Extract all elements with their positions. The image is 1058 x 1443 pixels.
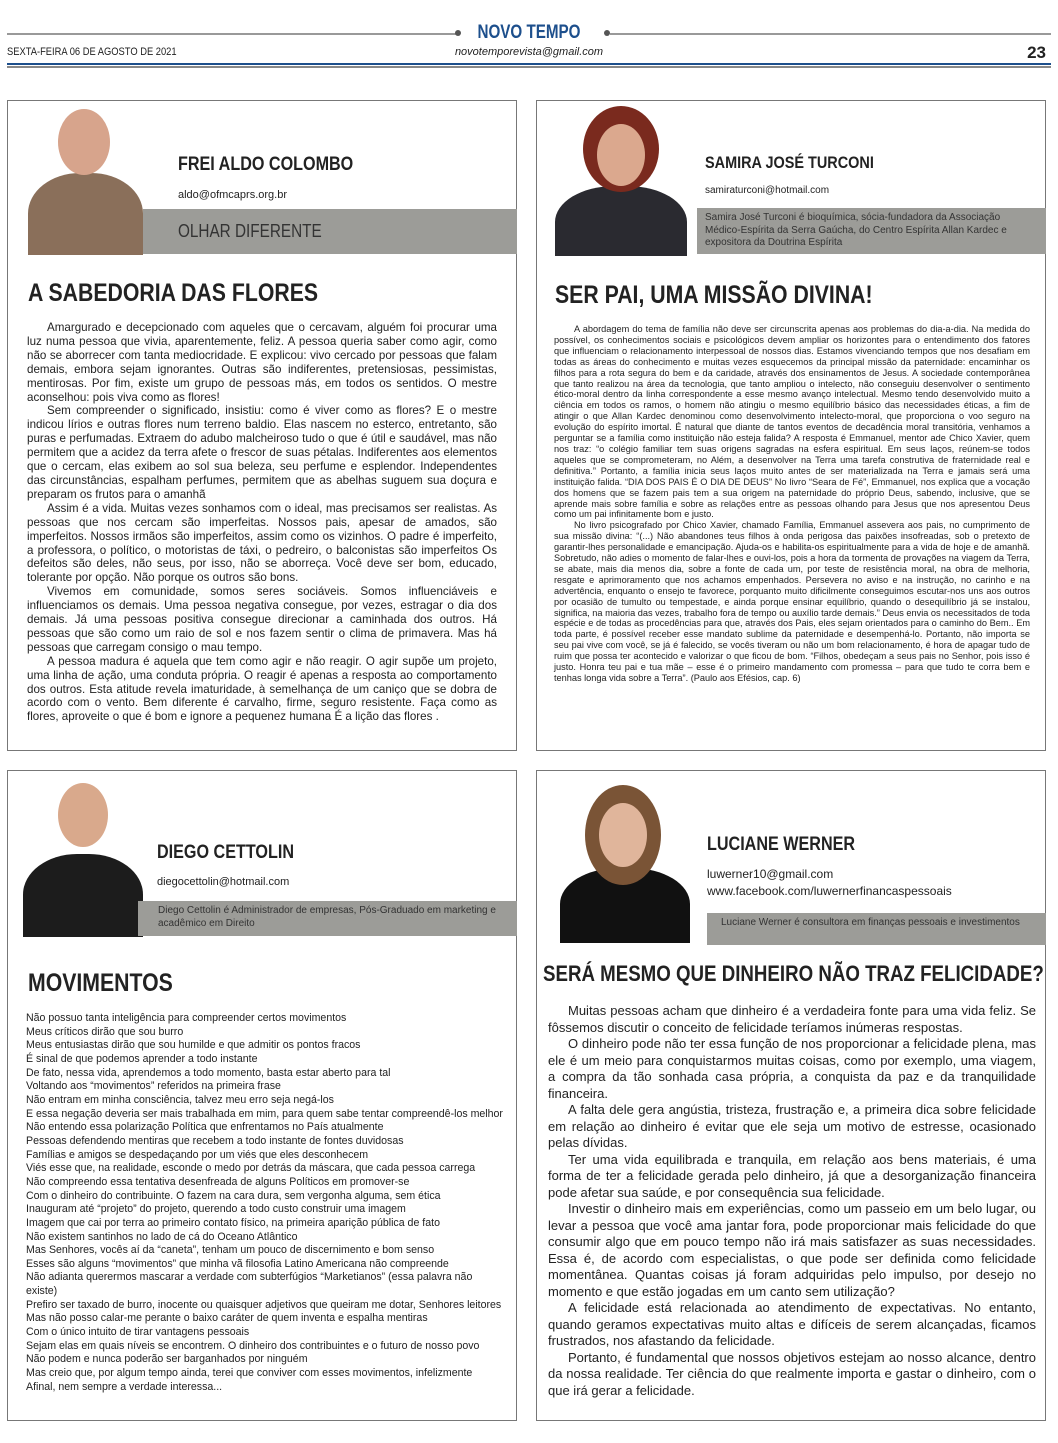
- bio-band: [697, 208, 1046, 254]
- poem-line: Não possuo tanta inteligência para compreender certos movimentos: [26, 1012, 347, 1024]
- section-name: OLHAR DIFERENTE: [178, 221, 322, 241]
- poem-line: Sejam elas em quais níveis se encontrem. O dinheiro dos contribuintes e o futuro de nosso povo: [26, 1339, 480, 1352]
- paragraph: A felicidade está relacionada ao atendimento de expectativas. No entanto, quando geramos expectativas muito altas e difíceis de serem alcançadas, ficamos frustrados, nos afastando da felicidade.: [548, 1300, 1036, 1348]
- author-photo: [23, 779, 143, 937]
- poem-line: Mas Senhores, vocês aí da “caneta”, tenham um pouco de discernimento e bom senso: [26, 1244, 435, 1257]
- header-double-rule: [7, 63, 1051, 68]
- author-name: LUCIANE WERNER: [707, 834, 856, 855]
- author-email[interactable]: samiraturconi@hotmail.com: [705, 185, 830, 196]
- author-name: FREI ALDO COLOMBO: [178, 154, 354, 175]
- newspaper-name: NOVO TEMPO: [477, 22, 581, 43]
- article-body: [548, 1003, 1036, 1399]
- article-body: [554, 324, 1030, 684]
- poem-line: Prefiro ser taxado de burro, inocente ou quaisquer adjetivos que queiram me dotar, Senhores leitores: [26, 1298, 502, 1311]
- poem-line: Mas creio que, por algum tempo ainda, terei que conviver com esses movimentos, infelizmente: [26, 1367, 473, 1380]
- poem-line: Com o único intuito de tirar vantagens pessoais: [26, 1326, 250, 1339]
- paragraph: Investir o dinheiro mais em experiências, como um passeio em um belo lugar, ou levar a pessoa que você ama jantar fora, pode proporcionar mais felicidade do que consumir algo que em pouco tempo não irá mais satisfazer as suas necessidades. Essa é, de acordo com especialistas, o que pode ser definida como felicidade momentânea. Quantas coisas já foram adquiridas pelo impulso, por desejo no momento e que estão jogadas em um canto sem utilização?: [548, 1201, 1036, 1299]
- paragraph: Amargurado e decepcionado com aqueles que o cercavam, alguém foi procurar uma luz numa pessoa que vivia, aparentemente, feliz. A pessoa queria saber como agir, como não se aborrecer com tanta mediocridade. E explicou: vivo cercado por pessoas que falam demais, embora sejam ignorantes. Outras são indiferentes, pretensiosas, pessimistas, mentirosas. Por fim, existe um grupo de pessoas más, em todos os sentidos. O mestre aconselhou: pois viva como as flores!: [27, 321, 497, 404]
- poem-line: Mas não posso calar-me perante o baixo caráter de quem inventa e espalha mentiras: [26, 1312, 428, 1325]
- paragraph: Muitas pessoas acham que dinheiro é a verdadeira fonte para uma vida feliz. Se fôssemos discutir o conceito de felicidade teríamos inúmeras respostas.: [548, 1003, 1036, 1035]
- column-frei-aldo: [7, 100, 517, 751]
- issue-date: SEXTA-FEIRA 06 DE AGOSTO DE 2021: [7, 46, 177, 58]
- poem-line: Meus críticos dirão que sou burro: [26, 1025, 184, 1038]
- paragraph: Assim é a vida. Muitas vezes sonhamos com o ideal, mas precisamos ser realistas. As pessoas que nos cercam são imperfeitas. Nossos pais, apesar de amados, são imperfeitos. Nossos irmãos são imperfeitos, assim como os vizinhos. O padre é imperfeito, a professora, o político, o motoristas de táxi, o pedreiro, o balconistas são imperfeitos Os defeitos são deles, não seus, por isso, não se aborreça. Você deve ser bom, educado, tolerante por opção. Não porque os outros são bons.: [27, 501, 497, 585]
- poem-line: Não adianta querermos mascarar a verdade com subterfúgios “Marketianos” (essa palavra não existe): [26, 1271, 473, 1298]
- column-samira: [536, 100, 1046, 751]
- author-photo: [555, 783, 695, 943]
- poem-line: Viés esse que, na realidade, esconde o medo por detrás da máscara, que cada pessoa carrega: [26, 1162, 476, 1175]
- poem-line: Não podem e nunca poderão ser barganhados por ninguém: [26, 1353, 308, 1366]
- author-facebook[interactable]: www.facebook.com/luwernerfinancaspessoais: [707, 884, 952, 898]
- paragraph: Portanto, é fundamental que nossos objetivos estejam ao nosso alcance, dentro da nossa realidade. Ter ciência do que realmente importa e gastar o dinheiro, com o que irá gerar a felicidade.: [548, 1349, 1036, 1398]
- author-bio: Samira José Turconi é bioquímica, sócia-fundadora da Associação Médico-Espírita da Serra Gaúcha, do Centro Espírita Allan Kardec e expositora da Doutrina Espírita: [705, 212, 1007, 248]
- author-email[interactable]: luwerner10@gmail.com: [707, 867, 834, 881]
- bio-band: [138, 901, 517, 936]
- article-title: MOVIMENTOS: [28, 969, 173, 997]
- poem-line: Esses são alguns “movimentos” que minha vã filosofia Latino Americana não compreende: [26, 1257, 449, 1270]
- poem-line: Não entram em minha consciência, talvez meu erro seja negá-los: [26, 1093, 334, 1106]
- poem-line: Imagem que cai por terra ao primeiro contato físico, na primeira aparição pública de fato: [26, 1216, 440, 1229]
- poem-line: Com o dinheiro do contribuinte. O fazem na cara dura, sem vergonha alguma, sem ética: [26, 1189, 441, 1202]
- author-email[interactable]: aldo@ofmcaprs.org.br: [178, 189, 287, 201]
- newspaper-email: novotemporevista@gmail.com: [454, 46, 604, 58]
- poem-line: Voltando aos “movimentos” referidos na primeira frase: [26, 1080, 281, 1093]
- poem-line: Não entendo essa polarização Política que enfrentamos no País atualmente: [26, 1121, 384, 1134]
- author-bio: Luciane Werner é consultora em finanças pessoais e investimentos: [721, 917, 1020, 928]
- author-photo: [555, 106, 687, 256]
- author-name: SAMIRA JOSÉ TURCONI: [705, 153, 874, 172]
- paragraph: O dinheiro pode não ter essa função de nos proporcionar a felicidade plena, mas ele é um meio para conquistarmos muitas coisas, como por exemplo, uma viagem, a compra da tão sonhada casa própria, a conquista da paz e da tranquilidade financeira.: [548, 1036, 1036, 1101]
- poem-line: Famílias e amigos se despedaçando por um viés que eles desconhecem: [26, 1148, 369, 1161]
- paragraph: A abordagem do tema de família não deve ser circunscrita apenas aos problemas do dia-a-dia. Na medida do possível, os conhecimentos sociais e psicológicos devem ampliar os horizontes para o entendimento dos fatores que influenciam o relacionamento interpessoal de nossos dias. Estamos vivenciando tempos que nos desafiam em todas as áreas do conhecimento e muitas vezes esquecemos da principal missão da paternidade: encaminhar os filhos para a rota segura do bem e da caridade, através dos ensinamentos de Jesus. A sociedade contemporânea que tanto realizou na área da tecnologia, que tanto ampliou o intelecto, não conseguiu desenvolver o sentimento ético-moral dentro da linha correspondente a esse mesmo avanço intelectual. Mesmo tendo desenvolvido muito a ciência em todos os ramos, o homem não atingiu o mesmo equilíbrio básico das necessidades éticas, a fim de atingir o que Allan Kardec denominou como desenvolvimento intelecto-moral, que proporciona o voo seguro na evolução do espírito imortal. É natural que diante de tantos eventos de decadência moral transitória, venhamos a perguntar se a família como instituição não esteja falida? A resposta é Emmanuel, mentor ade Chico Xavier, quem nos traz: “o colégio familiar tem suas origens sagradas na esfera espiritual. Em seus laços, reúnem-se todos aqueles que se comprometeram, no Além, a desenvolver na Terra uma tarefa construtiva de fraternidade real e definitiva.” Portanto, a família inicia seus laços muito antes de ser materializada na Terra e jamais será uma instituição falida. “DIA DOS PAIS É O DIA DE DEUS” No livro “Seara de Fé”, Emmanuel, nos explica que a vocação dos homens que se fazem pais tem a sua origem na paternidade do próprio Deus, sabendo, inclusive, que se aprende mais sobre família e sobre as relações entre as pessoas olhando para Jesus que nos apresentou Deus como um pai infinitamente bom e justo.: [554, 324, 1030, 520]
- paragraph: Ter uma vida equilibrada e tranquila, em relação aos bens materiais, é uma forma de ter a felicidade gerada pelo dinheiro, já que a desorganização financeira pode afetar sua saúde, e por consequência sua felicidade.: [548, 1151, 1036, 1200]
- paragraph: Vivemos em comunidade, somos seres sociáveis. Somos influenciáveis e influenciamos os demais. Uma pessoa negativa consegue, por vezes, estragar o dia dos demais. Já uma pessoas positiva consegue direcionar a caminhada dos outros. Há pessoas que são como um raio de sol e nos fazem sentir o clima de primavera. Mas há pessoas que carregam consigo o mau tempo.: [27, 585, 497, 654]
- poem-line: Pessoas defendendo mentiras que recebem a todo instante de fontes duvidosas: [26, 1134, 404, 1147]
- article-title: SER PAI, UMA MISSÃO DIVINA!: [555, 281, 873, 309]
- article-body: [26, 1012, 506, 1394]
- poem-line: Afinal, nem sempre a verdade interessa...: [26, 1380, 223, 1393]
- article-body: [27, 321, 497, 724]
- poem-line: Meus entusiastas dirão que sou humilde e que admitir os pontos fracos: [26, 1039, 361, 1052]
- author-email[interactable]: diegocettolin@hotmail.com: [157, 876, 290, 888]
- poem-line: Não compreendo essa tentativa desenfreada de alguns Políticos em promover-se: [26, 1175, 410, 1188]
- author-bio: Diego Cettolin é Administrador de empresas, Pós-Graduado em marketing e acadêmico em Direito: [158, 905, 496, 929]
- article-title: A SABEDORIA DAS FLORES: [28, 279, 319, 307]
- author-name: DIEGO CETTOLIN: [157, 842, 294, 863]
- article-title: SERÁ MESMO QUE DINHEIRO NÃO TRAZ FELICIDADE?: [543, 961, 1044, 986]
- poem-line: Inauguram até “projeto” do projeto, querendo a todo custo construir uma imagem: [26, 1203, 406, 1216]
- paragraph: Sem compreender o significado, insistiu: como é viver como as flores? E o mestre indicou lírios e outras flores num terreno baldio. Elas nascem no esterco, entretanto, são puras e perfumadas. Extraem do adubo malcheiroso tudo o que é útil e saudável, mas não permitem que a acidez da terra afete o frescor de suas pétalas. Indiferentes aos elementos que o cercam, elas exibem ao sol sua beleza, seu perfume e esplendor. Independentes das circunstâncias, espalham perfumes, permitem que as abelhas suguem sua doçura e preparam os frutos para o amanhã: [27, 404, 497, 501]
- poem-line: E essa negação deveria ser mais trabalhada em mim, para quem sabe tentar compreendê-los melhor: [26, 1107, 503, 1120]
- column-luciane: [536, 770, 1046, 1421]
- page-number: 23: [1027, 43, 1046, 62]
- author-photo: [23, 103, 148, 255]
- poem-line: Não existem santinhos no lado de cá do Oceano Atlântico: [26, 1230, 298, 1243]
- paragraph: A falta dele gera angústia, tristeza, frustração e, a primeira dica sobre felicidade em relação ao dinheiro é evitar que ele seja um motivo de estresse, ocasionado pelas dívidas.: [548, 1102, 1036, 1150]
- paragraph: No livro psicografado por Chico Xavier, chamado Família, Emmanuel assevera aos pais, no cumprimento de sua missão divina: “(...) Não abandones teus filhos à onda perigosa das paixões insofreadas, sob o pretexto de garantir-lhes personalidade e emancipação. Ajuda-os e habilita-os espiritualmente para a vida de hoje e de amanhã. Sobretudo, não adies o momento de falar-lhes e ouvi-los, pois a hora da tormenta de provações na viagem da Terra, se abate, mais dia menos dia, sobre a fonte de cada um, por teste de resistência moral, na obra de melhoria, resgate e aprimoramento que nos achamos empenhados. Persevera no aviso e na instrução, no carinho e na advertência, enquanto o ensejo te favorece, porquanto muito dificilmente conseguimos escutar-nos uns aos outros por ocasião de tumulto ou tempestade, e ainda porque ensinar equilíbrio, quando o desequilíbrio já se instalou, significa, na maioria das vezes, trabalho fora de tempo ou auxílio tarde demais.” Deus envia os necessitados de toda espécie e de todas as procedências para que, através dos Pais, eles sejam orientados para o caminho do Bem.. Em toda parte, é possível receber esse mandato sublime da paternidade e desempenhá-lo. Portanto, não importa se seu pai vive com você, se já é falecido, se vocês tiveram ou não um bom relacionamento, é hora de apagar tudo de ruim que possa ter acontecido e valorizar o que ficou de bom. “Filhos, obedeçam a seus pais no Senhor, pois isso é justo. Honra teu pai e tua mãe – esse é o primeiro mandamento com promessa – para que tudo te corra bem e tenhas longa vida sobre a Terra”. (Paulo aos Efésios, cap. 6): [554, 520, 1030, 683]
- poem-line: É sinal de que podemos aprender a todo instante: [26, 1052, 258, 1065]
- paragraph: A pessoa madura é aquela que tem como agir e não reagir. O agir supõe um projeto, uma linha de ação, uma conduta própria. O reagir é apenas a resposta ao comportamento dos outros. Esta atitude revela imaturidade, à semelhança de um caniço que se dobra de acordo com o vento. Bem diferente é carvalho, firme, seguro resistente. Faça como as flores, aproveite o que é bom e ignore a pequenez humana É a lição das flores .: [27, 654, 497, 724]
- bio-band: [707, 913, 1046, 945]
- poem-line: De fato, nessa vida, aprendemos a todo momento, basta estar aberto para tal: [26, 1066, 391, 1079]
- column-diego: [7, 770, 517, 1421]
